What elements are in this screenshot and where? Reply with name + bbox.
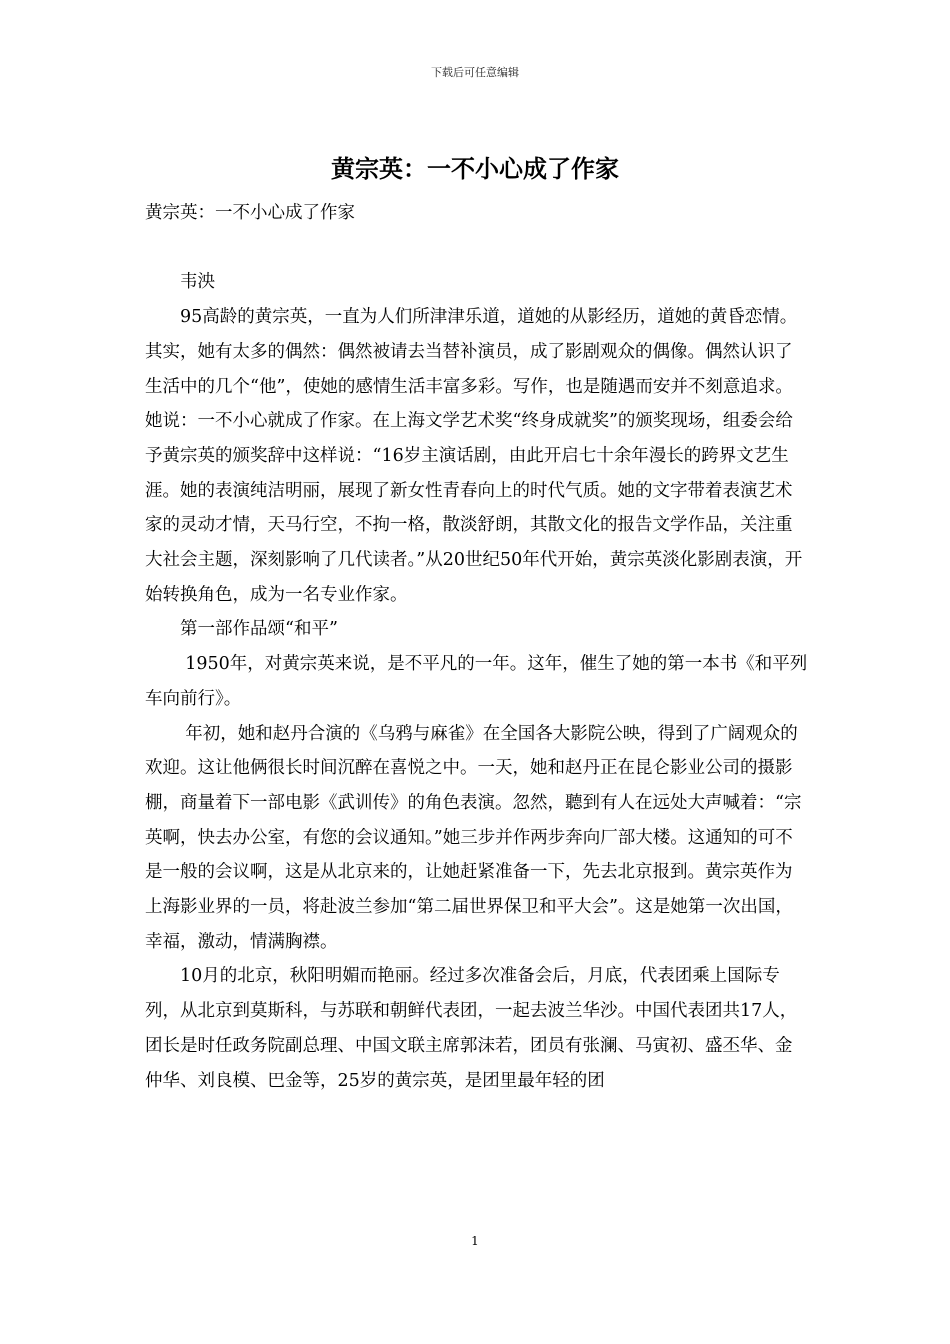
paragraph-october: 10月的北京，秋阳明媚而艳丽。经过多次准备会后，月底，代表团乘上国际专列，从北京到莫斯科，与苏联和朝鲜代表团，一起去波兰华沙。中国代表团共17人，团长是时任政务院副总理、中国文联主席郭沫若，团员有张澜、马寅初、盛丕华、金仲华、刘良模、巴金等，25岁的黄宗英，是团里最年轻的团 bbox=[145, 966, 798, 1091]
author-line: 韦泱 bbox=[180, 272, 215, 293]
page-number: 1 bbox=[471, 1234, 479, 1248]
document-title: 黄宗英：一不小心成了作家 bbox=[331, 154, 619, 183]
paragraph-early-year: 年初，她和赵丹合演的《乌鸦与麻雀》在全国各大影院公映，得到了广阔观众的欢迎。这让他俩很长时间沉醉在喜悦之中。一天，她和赵丹正在昆仑影业公司的摄影棚，商量着下一部电影《武训传》的角色表演。忽然，聽到有人在远处大声喊着：“宗英啊，快去办公室，有您的会议通知。”她三步并作两步奔向厂部大楼。这通知的可不是一般的会议啊，这是从北京来的，让她赶紧准备一下，先去北京报到。黄宗英作为上海影业界的一员，将赴波兰参加“第二届世界保卫和平大会”。这是她第一次出国，幸福，激动，情满胸襟。 bbox=[145, 723, 802, 952]
subtitle-line: 黄宗英：一不小心成了作家 bbox=[145, 203, 355, 223]
document-body bbox=[145, 196, 809, 1098]
paragraph-1950: 1950年，对黄宗英来说，是不平凡的一年。这年，催生了她的第一本书《和平列车向前行》。 bbox=[145, 654, 808, 709]
paragraph-intro: 95高龄的黄宗英，一直为人们所津津乐道，道她的从影经历，道她的黄昏恋情。其实，她有太多的偶然：偶然被请去当替补演员，成了影剧观众的偶像。偶然认识了生活中的几个“他”，使她的感情生活丰富多彩。写作，也是随遇而安并不刻意追求。她说：一不小心就成了作家。在上海文学艺术奖“终身成就奖”的颁奖现场，组委会给予黄宗英的颁奖辞中这样说：“16岁主演话剧，由此开启七十余年漫长的跨界文艺生涯。她的表演纯洁明丽，展现了新女性青春向上的时代气质。她的文字带着表演艺术家的灵动才情，天马行空，不拘一格，散淡舒朗，其散文化的报告文学作品，关注重大社会主题，深刻影响了几代读者。”从20世纪50年代开始，黄宗英淡化影剧表演，开始转换角色，成为一名专业作家。 bbox=[145, 307, 803, 605]
section-heading: 第一部作品颂“和平” bbox=[180, 619, 338, 640]
page-header: 下载后可任意编辑 bbox=[431, 66, 519, 79]
blank-line bbox=[145, 231, 809, 266]
